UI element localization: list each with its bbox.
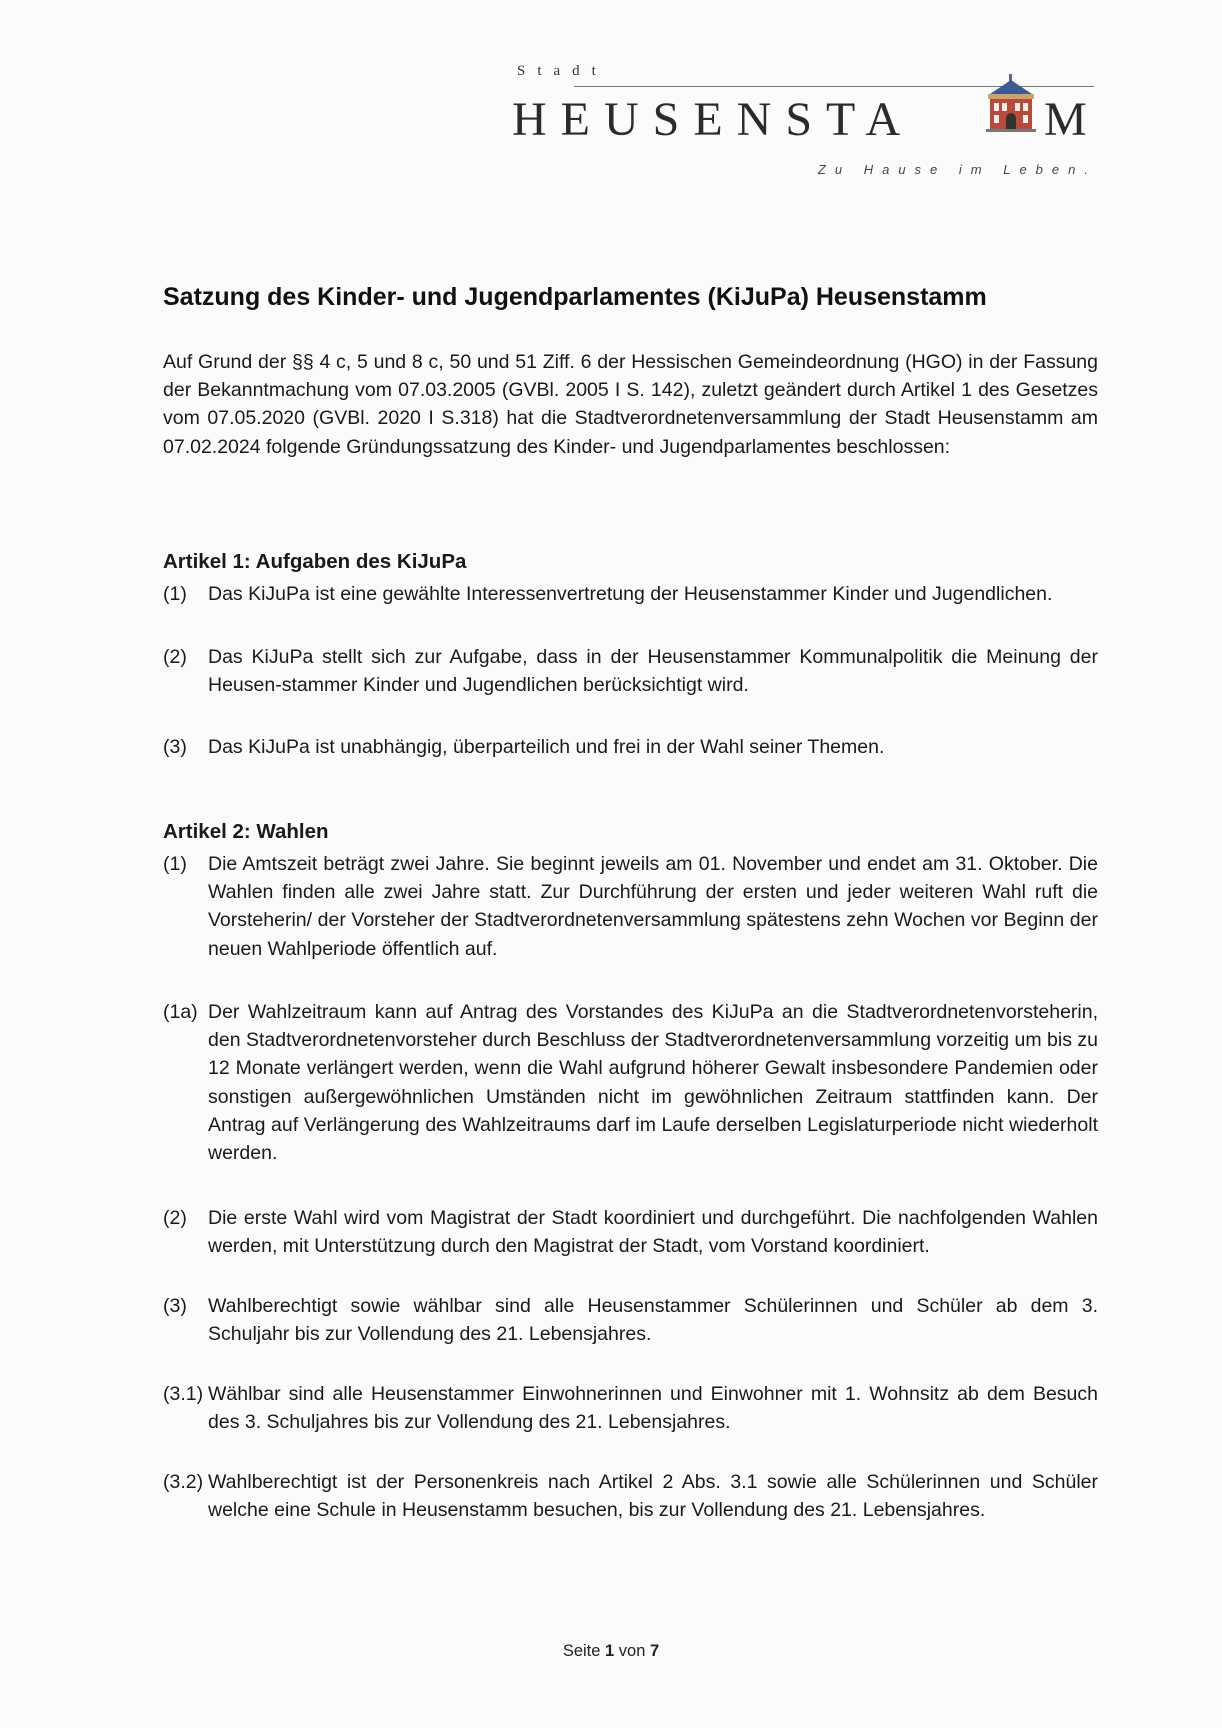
paragraph-number: (3)	[163, 736, 187, 758]
paragraph-number: (1)	[163, 583, 187, 605]
logo-stadt-text: Stadt	[517, 63, 608, 79]
logo-city-name	[512, 92, 1101, 147]
article-2-paragraph-2	[163, 1204, 1098, 1260]
paragraph-number: (2)	[163, 1207, 187, 1229]
paragraph-number: (1)	[163, 853, 187, 875]
paragraph-text: Das KiJuPa ist unabhängig, überparteilich und frei in der Wahl seiner Themen.	[208, 736, 885, 758]
footer-middle: von	[618, 1642, 646, 1660]
paragraph-text: Die Amtszeit beträgt zwei Jahre. Sie beginnt jeweils am 01. November und endet am 31. Oktober. Die Wahlen finden alle zwei Jahre statt. Zur Durchführung der ersten und jeder weiteren Wahl ruft die Vorsteherin/ der Vorsteher der Stadtverordnetenversammlung spätestens zehn Wochen vor Beginn der neuen Wahlperiode öffentlich auf.	[208, 853, 1098, 960]
paragraph-text: Wahlberechtigt ist der Personenkreis nach Artikel 2 Abs. 3.1 sowie alle Schülerinnen und Schüler welche eine Schule in Heusenstamm besuchen, bis zur Vollendung des 21. Lebensjahres.	[208, 1471, 1098, 1522]
article-1-heading: Artikel 1: Aufgaben des KiJuPa	[163, 550, 467, 573]
paragraph-number: (2)	[163, 646, 187, 668]
paragraph-number: (1a)	[163, 1001, 198, 1023]
document-title: Satzung des Kinder- und Jugendparlamentes (KiJuPa) Heusenstamm	[163, 283, 987, 311]
article-2-paragraph-1a	[163, 998, 1098, 1167]
footer-page-total: 7	[650, 1642, 660, 1660]
article-2-paragraph-3-1	[163, 1380, 1098, 1436]
paragraph-text: Das KiJuPa ist eine gewählte Interessenvertretung der Heusenstammer Kinder und Jugendlichen.	[208, 583, 1053, 605]
logo-city-name-main: HEUSENSTA	[512, 93, 915, 146]
logo-city-name-tail: M	[1044, 93, 1101, 146]
city-logo	[512, 58, 1101, 178]
paragraph-text: Die erste Wahl wird vom Magistrat der Stadt koordiniert und durchgeführt. Die nachfolgenden Wahlen werden, mit Unterstützung durch den Magistrat der Stadt, vom Vorstand koordiniert.	[208, 1207, 1098, 1258]
article-2-paragraph-3-2	[163, 1468, 1098, 1524]
logo-tagline: Zu Hause im Leben.	[817, 162, 1097, 177]
article-1-paragraph-1	[163, 580, 1098, 608]
article-2-paragraph-1	[163, 850, 1098, 963]
footer-prefix: Seite	[562, 1642, 601, 1660]
castle-icon	[982, 72, 1040, 134]
paragraph-number: (3)	[163, 1295, 187, 1317]
page-footer	[0, 1642, 1222, 1661]
paragraph-text: Das KiJuPa stellt sich zur Aufgabe, dass in der Heusenstammer Kommunalpolitik die Meinung der Heusen-stammer Kinder und Jugendlichen berücksichtigt wird.	[208, 646, 1098, 697]
paragraph-number: (3.2)	[163, 1471, 204, 1493]
paragraph-text: Wählbar sind alle Heusenstammer Einwohnerinnen und Einwohner mit 1. Wohnsitz ab dem Besuch des 3. Schuljahres bis zur Vollendung des 21. Lebensjahres.	[208, 1383, 1098, 1434]
article-2-paragraph-3	[163, 1292, 1098, 1348]
paragraph-text: Wahlberechtigt sowie wählbar sind alle Heusenstammer Schülerinnen und Schüler ab dem 3. Schuljahr bis zur Vollendung des 21. Lebensjahres.	[208, 1295, 1098, 1346]
preamble: Auf Grund der §§ 4 c, 5 und 8 c, 50 und 51 Ziff. 6 der Hessischen Gemeindeordnung (HGO) in der Fassung der Bekanntmachung vom 07.03.2005 (GVBl. 2005 I S. 142), zuletzt geändert durch Artikel 1 des Gesetzes vom 07.05.2020 (GVBl. 2020 I S.318) hat die Stadtverordnetenversammlung der Stadt Heusenstamm am 07.02.2024 folgende Gründungssatzung des Kinder- und Jugendparlamentes beschlossen:	[163, 351, 1098, 458]
article-1-paragraph-3	[163, 733, 1098, 761]
footer-page-number: 1	[605, 1642, 615, 1660]
article-2-heading: Artikel 2: Wahlen	[163, 820, 329, 843]
paragraph-text: Der Wahlzeitraum kann auf Antrag des Vorstandes des KiJuPa an die Stadtverordnetenvorsteherin, den Stadtverordnetenvorsteher durch Beschluss der Stadtverordnetenversammlung vorzeitig um bis zu 12 Monate verlängert werden, wenn die Wahl aufgrund höherer Gewalt insbesondere Pandemien oder sonstigen außergewöhnlichen Umständen nicht im gewöhnlichen Zeitraum stattfinden kann. Der Antrag auf Verlängerung des Wahlzeitraums darf im Laufe derselben Legislaturperiode nicht wiederholt werden.	[208, 1001, 1098, 1165]
article-1-paragraph-2	[163, 643, 1098, 699]
paragraph-number: (3.1)	[163, 1383, 204, 1405]
